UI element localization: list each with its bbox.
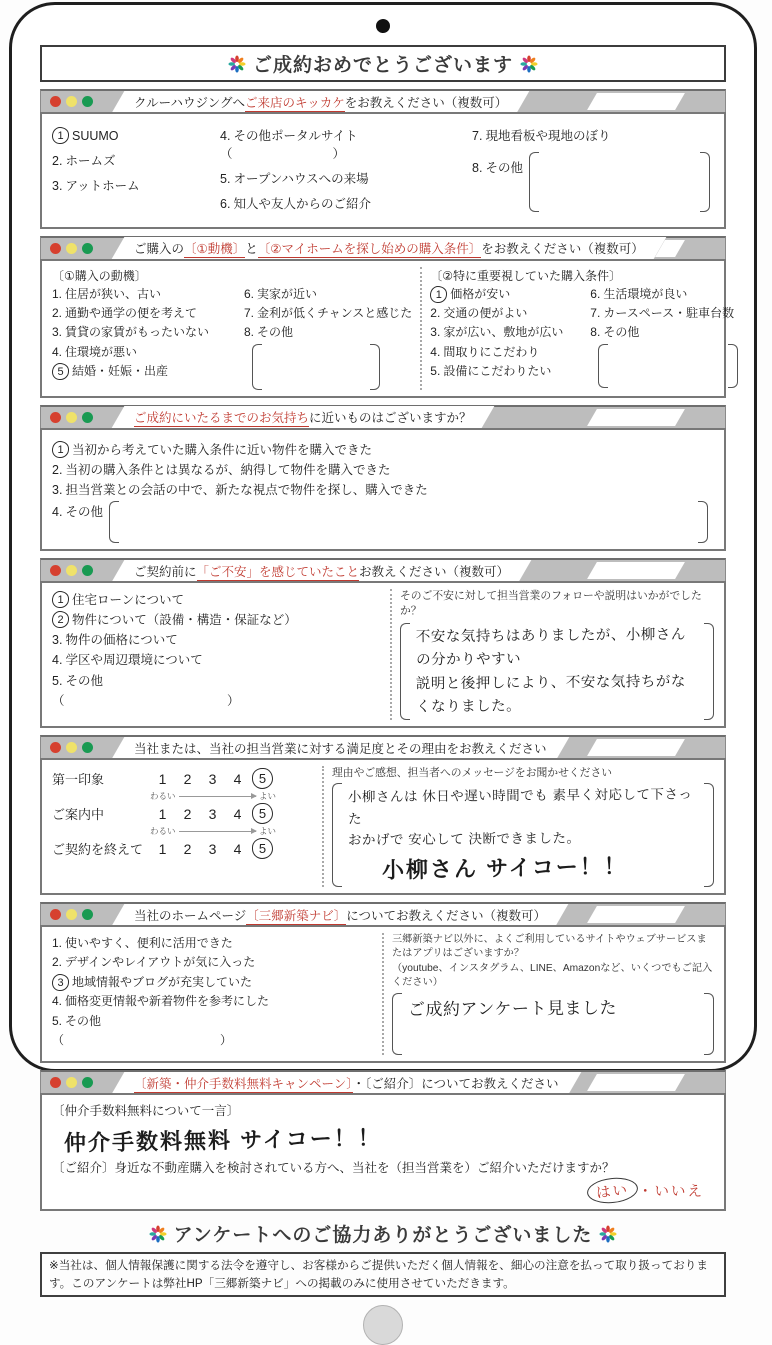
option (52, 127, 220, 145)
green-dot-icon (82, 565, 93, 576)
option-number: 6. (244, 286, 255, 301)
handwritten-text: 不安な気持ちはありましたが、小柳さんの分かりやすい (415, 627, 686, 669)
privacy-note-line2: おります。このアンケートは弊社HP「三郷新築ナビ」への掲載のみに使用させていただきます。 (49, 1259, 708, 1290)
option-number: 3. (52, 179, 63, 194)
rating-number: 1 (158, 805, 167, 822)
option-label: 間取りにこだわり (443, 344, 540, 359)
header-text-red: 「ご不安」を感じていたこと (196, 564, 360, 579)
header-tab (112, 406, 494, 428)
option-blank (52, 1032, 374, 1049)
option-number: 1. (52, 286, 63, 301)
header-text: に近いものはございますか？ (309, 411, 472, 426)
selected-circle: 1 (52, 441, 69, 458)
option (590, 305, 738, 322)
section-visit-trigger (40, 89, 726, 229)
section-body (40, 428, 726, 551)
rating-number: 2 (183, 805, 192, 822)
referral-question: 〔ご紹介〕身近な不動産購入を検討されている方へ、当社を（担当営業を）ご紹介いただけますか？ (52, 1161, 615, 1176)
option-label: その他 (257, 325, 294, 340)
rating-row (52, 836, 314, 861)
option-label: 現地看板や現地のぼり (485, 129, 611, 143)
option-column (52, 589, 382, 720)
option-number: 7. (590, 305, 601, 320)
arrow-right-icon (179, 796, 256, 797)
header-tab (112, 91, 530, 113)
option (472, 127, 714, 145)
column-divider (420, 267, 422, 390)
header-tab (112, 1072, 581, 1094)
selected-circle: 2 (52, 611, 69, 628)
option (52, 481, 714, 499)
scale-worst-label: わるい (150, 791, 176, 802)
option-label: 賃貸の家賃がもったいない (65, 325, 210, 340)
header-text: についてお教えください（複数可） (346, 908, 547, 923)
section-body (40, 581, 726, 728)
option (472, 159, 523, 177)
section-body (40, 112, 726, 229)
option (52, 363, 244, 380)
option-number: 3. (52, 325, 63, 340)
option-number: 2. (430, 305, 441, 320)
option-number: 4. (52, 344, 63, 359)
flower-icon (149, 1225, 167, 1243)
follow-up-area (400, 589, 714, 720)
selected-rating-circle: 5 (252, 838, 273, 859)
section-header (40, 89, 726, 112)
red-dot-icon (50, 742, 61, 753)
option-label: その他 (65, 1013, 102, 1028)
option (52, 441, 714, 459)
option (430, 286, 590, 303)
thanks-banner (40, 1220, 726, 1247)
form-title-bar (40, 45, 726, 82)
handwritten-text: ご成約アンケート見ました (407, 998, 618, 1020)
option (430, 324, 590, 341)
red-dot-icon (50, 909, 61, 920)
option-number: 7. (244, 305, 255, 320)
free-answer-box (529, 152, 710, 212)
option-column (52, 120, 220, 221)
blank-parens: （ ） (52, 693, 240, 708)
option-column (52, 933, 374, 1055)
green-dot-icon (82, 742, 93, 753)
section-header (40, 558, 726, 581)
red-dot-icon (50, 412, 61, 423)
section-homepage (40, 902, 726, 1063)
section-header (40, 405, 726, 428)
green-dot-icon (82, 243, 93, 254)
rating-number: 4 (233, 770, 242, 787)
header-text-red: 〔②マイホームを探し始めの購入条件〕 (257, 242, 482, 256)
option-number: 4. (52, 505, 63, 520)
option (244, 324, 412, 341)
header-text-red: 〔三郷新築ナビ〕 (246, 908, 347, 923)
free-answer-box (109, 501, 708, 543)
option (52, 993, 374, 1010)
rating-number: 2 (183, 770, 192, 787)
option-number: 2. (52, 154, 63, 169)
option (52, 152, 220, 170)
referral-answer-line (52, 1178, 714, 1203)
rating-block (52, 766, 314, 887)
section-title (134, 239, 644, 257)
option (52, 974, 374, 991)
section-feelings (40, 405, 726, 551)
header-text: ご契約前に (134, 564, 197, 579)
option-label: SUUMO (72, 129, 119, 143)
rating-number: 3 (208, 805, 217, 822)
selected-circle: 3 (52, 974, 69, 991)
option-number: 6. (220, 197, 231, 212)
header-tab (112, 737, 569, 759)
option-label: その他 (485, 161, 523, 176)
red-dot-icon (50, 565, 61, 576)
flower-icon (520, 55, 538, 73)
flower-icon (228, 55, 246, 73)
option (220, 127, 472, 145)
option-label: 住居が狭い、古い (65, 286, 162, 301)
handwritten-answer-box (332, 783, 714, 887)
option-number: 5. (220, 172, 231, 187)
section-body (40, 259, 735, 398)
yellow-dot-icon (66, 909, 77, 920)
green-dot-icon (82, 96, 93, 107)
yellow-dot-icon (66, 412, 77, 423)
option-label: 担当営業との会話の中で、新たな視点で物件を探し、購入できた (65, 482, 428, 497)
camera-dot-icon (376, 19, 390, 33)
option-number: 4. (220, 129, 231, 143)
option (220, 195, 472, 213)
sub-question-hint: （youtube、インスタグラム、LINE、Amazonなど、いくつでもご記入ください） (392, 962, 713, 988)
option (52, 1013, 374, 1030)
section-title (134, 739, 547, 757)
option (430, 305, 590, 322)
selected-circle: 1 (52, 127, 69, 144)
option-label: 設備にこだわりたい (443, 364, 552, 379)
handwritten-text: 仲介手数料無料 サイコー！！ (63, 1125, 382, 1156)
header-text: クルーハウジングへ (134, 95, 245, 110)
handwritten-text: 小柳さんは 休日や遅い時間でも 素早く対応して下さった (347, 786, 693, 827)
section-concerns (40, 558, 726, 728)
option (52, 461, 714, 479)
page-title: ご成約おめでとうございます (252, 55, 513, 76)
option-label: その他 (65, 505, 103, 520)
yes-no-answer (587, 1182, 704, 1203)
option-label: アットホーム (65, 179, 140, 194)
group-title: 〔②特に重要視していた購入条件〕 (430, 268, 622, 283)
option (52, 305, 244, 322)
handwritten-answer-box (400, 623, 714, 720)
selected-circle: 1 (52, 591, 69, 608)
header-text-red: ご成約にいたるまでのお気持ち (134, 411, 310, 426)
header-text-red: 〔①動機〕 (184, 242, 246, 256)
yellow-dot-icon (66, 742, 77, 753)
option-blank (52, 692, 382, 710)
web-services-area (392, 933, 714, 1055)
rating-label: 第一印象 (52, 772, 105, 788)
option (52, 286, 244, 303)
group-title: 〔①購入の動機〕 (52, 268, 147, 283)
scale-worst-label: わるい (150, 826, 176, 837)
option (52, 935, 374, 952)
option-column (220, 120, 472, 221)
arrow-right-icon (179, 831, 256, 832)
header-text: お教えください（複数可） (359, 564, 510, 579)
privacy-note (40, 1252, 726, 1297)
sub-question: 理由やご感想、担当者へのメッセージをお聞かせください (332, 767, 613, 780)
option-blank (220, 145, 472, 163)
option-label: 使いやすく、便利に活用できた (65, 936, 233, 951)
green-dot-icon (82, 412, 93, 423)
option-number: 2. (52, 955, 63, 970)
option-label: 知人や友人からのご紹介 (233, 197, 371, 212)
option-label: ホームズ (65, 154, 116, 169)
selected-rating-circle: 5 (252, 803, 273, 824)
section-purchase-motive (40, 236, 735, 398)
header-tab-decor (587, 1074, 685, 1091)
option-number: 4. (52, 653, 63, 668)
header-tab (112, 237, 666, 259)
option-column (52, 284, 244, 390)
header-text: をお教えください（複数可） (481, 242, 644, 256)
section-header (40, 1070, 726, 1093)
header-tab-decor (587, 409, 685, 426)
header-text: と (245, 242, 258, 256)
tablet-frame (9, 2, 757, 1290)
header-text: ・〔ご紹介〕についてお教えください (352, 1076, 559, 1091)
handwritten-text: 説明と後押しにより、不安な気持ちがなくなりました。 (415, 673, 686, 716)
rating-row (52, 801, 314, 826)
section-satisfaction (40, 735, 726, 895)
header-tab (112, 560, 532, 582)
option (52, 672, 382, 690)
option (244, 286, 412, 303)
motive-group (52, 267, 412, 390)
option-label: 住宅ローンについて (72, 593, 185, 608)
sub-question: 三郷新築ナビ以外に、よくご利用しているサイトやウェブサービスまたはアプリはございますか？ (392, 934, 707, 960)
section-header (40, 735, 726, 758)
option-number: 6. (590, 286, 601, 301)
yellow-dot-icon (66, 243, 77, 254)
section-campaign-referral (40, 1070, 726, 1211)
option (590, 286, 738, 303)
option-number: 2. (52, 305, 63, 320)
option-label: 価格変更情報や新着物件を参考にした (65, 994, 270, 1009)
option-number: 4. (430, 344, 441, 359)
home-button[interactable] (363, 1305, 403, 1345)
option-number: 4. (52, 994, 63, 1009)
header-text-red: 〔新築・仲介手数料無料キャンペーン〕 (134, 1076, 353, 1091)
handwritten-text: おかげで 安心して 決断できました。 (347, 830, 581, 848)
option-label: その他 (603, 325, 640, 340)
rating-label: ご契約を終えて (52, 842, 144, 858)
option-label: 実家が近い (257, 286, 318, 301)
option-number: 3. (430, 325, 441, 340)
option-number: 5. (52, 1013, 63, 1028)
privacy-note-line1: ※当社は、個人情報保護に関する法令を遵守し、お客様からご提供いただく個人情報を、細心の注意を払って取り扱って (49, 1259, 674, 1273)
option-label: 物件の価格について (65, 633, 178, 648)
header-text: をお教えください（複数可） (344, 95, 508, 110)
rating-number: 2 (183, 840, 192, 857)
section-title (134, 93, 507, 111)
option-number: 2. (52, 462, 63, 477)
header-tab-decor (587, 739, 685, 756)
option-number: 7. (472, 129, 483, 143)
option-label: 当初の購入条件とは異なるが、納得して物件を購入できた (65, 462, 391, 477)
option (52, 611, 382, 629)
section-body (40, 1093, 726, 1211)
green-dot-icon (82, 1077, 93, 1088)
rating-number: 3 (208, 770, 217, 787)
option (52, 591, 382, 609)
yellow-dot-icon (66, 96, 77, 107)
free-answer-box (598, 344, 738, 388)
option-column (472, 120, 714, 221)
selected-yes-circle: はい (586, 1176, 639, 1206)
option (52, 344, 244, 361)
option-label: 生活環境が良い (603, 286, 688, 301)
flower-icon (599, 1225, 617, 1243)
rating-number: 4 (233, 805, 242, 822)
option-label: 交通の便がよい (443, 305, 528, 320)
column-divider (322, 766, 324, 887)
option (430, 363, 590, 380)
red-dot-icon (50, 96, 61, 107)
free-answer-box (252, 344, 380, 390)
option-label: その他ポータルサイト (233, 129, 358, 143)
blank-parens: （ ） (220, 147, 346, 162)
selected-rating-circle: 5 (252, 768, 273, 789)
section-body (40, 758, 726, 895)
yellow-dot-icon (66, 565, 77, 576)
survey-form (40, 45, 735, 1345)
option (52, 324, 244, 341)
option-number: 3. (52, 482, 63, 497)
option-number: 5. (52, 673, 63, 688)
option-number: 8. (590, 325, 601, 340)
scale-best-label: よい (258, 826, 276, 837)
option-number: 5. (430, 364, 441, 379)
section-title (134, 906, 546, 924)
option (52, 177, 220, 195)
option (52, 651, 382, 669)
option (220, 170, 472, 188)
header-tab (112, 904, 569, 926)
rating-scale (150, 791, 276, 801)
header-tab-decor (587, 562, 685, 579)
option-column (590, 284, 738, 388)
option (590, 324, 738, 341)
option (52, 503, 103, 521)
option-label: 通勤や通学の便を考えて (65, 305, 198, 320)
rating-number: 1 (158, 770, 167, 787)
rating-scale (150, 826, 276, 836)
section-body (40, 925, 726, 1063)
selected-circle: 5 (52, 363, 69, 380)
option (244, 305, 412, 322)
option-label: オープンハウスへの来場 (233, 172, 369, 187)
header-tab-decor (587, 93, 685, 110)
option-label: デザインやレイアウトが気に入った (65, 955, 256, 970)
option-label: 物件について（設備・構造・保証など） (72, 613, 297, 628)
option-label: 当初から考えていた購入条件に近い物件を購入できた (72, 442, 373, 457)
section-header (40, 236, 726, 259)
free-comment-label: 〔仲介手数料無料について一言〕 (52, 1104, 240, 1119)
section-title (134, 408, 472, 426)
header-text: 当社または、当社の担当営業に対する満足度とその理由をお教えください (134, 741, 547, 756)
blank-parens: （ ） (52, 1033, 233, 1048)
header-text: ご購入の (134, 242, 185, 256)
option-label: 住環境が悪い (65, 344, 138, 359)
option-label: 家が広い、敷地が広い (443, 325, 564, 340)
option-column (430, 284, 590, 388)
red-dot-icon (50, 243, 61, 254)
green-dot-icon (82, 909, 93, 920)
section-header (40, 902, 726, 925)
section-title (134, 562, 509, 580)
rating-number: 3 (208, 840, 217, 857)
answer-no: いいえ (654, 1184, 704, 1201)
red-dot-icon (50, 1077, 61, 1088)
option-label: 結婚・妊娠・出産 (72, 364, 169, 379)
option-label: 価格が安い (450, 286, 511, 301)
section-title (134, 1074, 559, 1092)
option-number: 8. (244, 325, 255, 340)
rating-number: 4 (233, 840, 242, 857)
thanks-text: アンケートへのご協力ありがとうございました (173, 1225, 593, 1247)
option-label: 地域情報やブログが充実していた (72, 974, 253, 989)
option-number: 8. (472, 161, 483, 176)
rating-row (52, 766, 314, 791)
message-area (332, 766, 714, 887)
header-text-red: ご来店のキッカケ (244, 95, 345, 110)
scale-best-label: よい (258, 791, 276, 802)
selected-circle: 1 (430, 286, 447, 303)
handwritten-answer-box (392, 993, 714, 1055)
sub-question: そのご不安に対して担当営業のフォローや説明はいかがでしたか？ (400, 590, 702, 618)
option-label: 学区や周辺環境について (65, 653, 203, 668)
option-number: 1. (52, 936, 63, 951)
header-text: 当社のホームページ (134, 908, 247, 923)
rating-label: ご案内中 (52, 807, 105, 823)
option-label: 金利が低くチャンスと感じた (257, 305, 413, 320)
option (52, 631, 382, 649)
option (430, 344, 590, 361)
column-divider (382, 933, 384, 1055)
answer-separator: ・ (638, 1184, 655, 1201)
option-label: その他 (65, 673, 103, 688)
rating-number: 1 (158, 840, 167, 857)
option-number: 3. (52, 633, 63, 648)
handwritten-text: 小柳さん サイコー！！ (381, 853, 628, 883)
option-column (244, 284, 412, 390)
condition-group (430, 267, 738, 390)
column-divider (390, 589, 392, 720)
header-tab-decor (587, 906, 685, 923)
option (52, 954, 374, 971)
yellow-dot-icon (66, 1077, 77, 1088)
option-label: カースペース・駐車台数 (603, 305, 735, 320)
